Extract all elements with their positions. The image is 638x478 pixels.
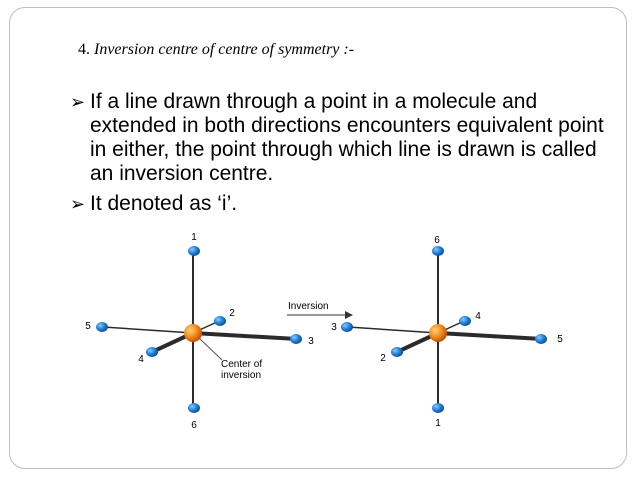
atom-1 <box>432 403 444 413</box>
atom-6 <box>432 246 444 256</box>
bond-left <box>348 327 438 333</box>
label-bottom: 1 <box>435 418 441 429</box>
bond-right <box>438 333 542 339</box>
atom-2 <box>214 316 226 326</box>
atom-5 <box>535 334 547 344</box>
bullet-arrow-icon: ➢ <box>70 92 86 112</box>
label-right: 3 <box>308 336 314 347</box>
atom-4 <box>459 316 471 326</box>
center-pointer <box>199 338 222 360</box>
label-bottom: 6 <box>191 420 197 431</box>
atom-2 <box>391 347 403 357</box>
bond-right <box>193 333 297 339</box>
arrow-label: Inversion <box>288 301 329 312</box>
heading-number: 4. <box>78 41 90 58</box>
atom-5 <box>96 322 108 332</box>
label-right: 5 <box>557 334 563 345</box>
heading-text: Inversion centre of centre of symmetry :- <box>94 41 355 58</box>
bullet-text: If a line drawn through a point in a molecule and extended in both directions encounters equivalent point in either, the point through which line is drawn is called an inversion centre. <box>90 90 604 185</box>
label-lower-left: 4 <box>138 354 144 365</box>
molecule-inverted <box>331 235 563 429</box>
center-label-line1: Center of <box>221 359 263 370</box>
label-upper-right: 4 <box>475 311 481 322</box>
atom-3 <box>290 334 302 344</box>
inversion-center-atom <box>184 324 202 342</box>
inversion-center-atom <box>429 324 447 342</box>
atom-3 <box>341 322 353 332</box>
molecule-original <box>85 232 314 431</box>
center-label-line2: inversion <box>221 370 262 381</box>
atom-6 <box>188 403 200 413</box>
label-top: 1 <box>191 232 197 243</box>
atom-4 <box>146 347 158 357</box>
bullet-text: It denoted as ‘i’. <box>90 192 238 215</box>
label-lower-left: 2 <box>380 353 386 364</box>
atom-1 <box>188 246 200 256</box>
bullet-arrow-icon: ➢ <box>70 194 86 214</box>
inversion-arrow <box>287 301 352 315</box>
label-upper-right: 2 <box>229 308 235 319</box>
label-left: 5 <box>85 321 91 332</box>
bond-left <box>103 327 193 333</box>
label-left: 3 <box>331 322 337 333</box>
label-top: 6 <box>434 235 440 246</box>
